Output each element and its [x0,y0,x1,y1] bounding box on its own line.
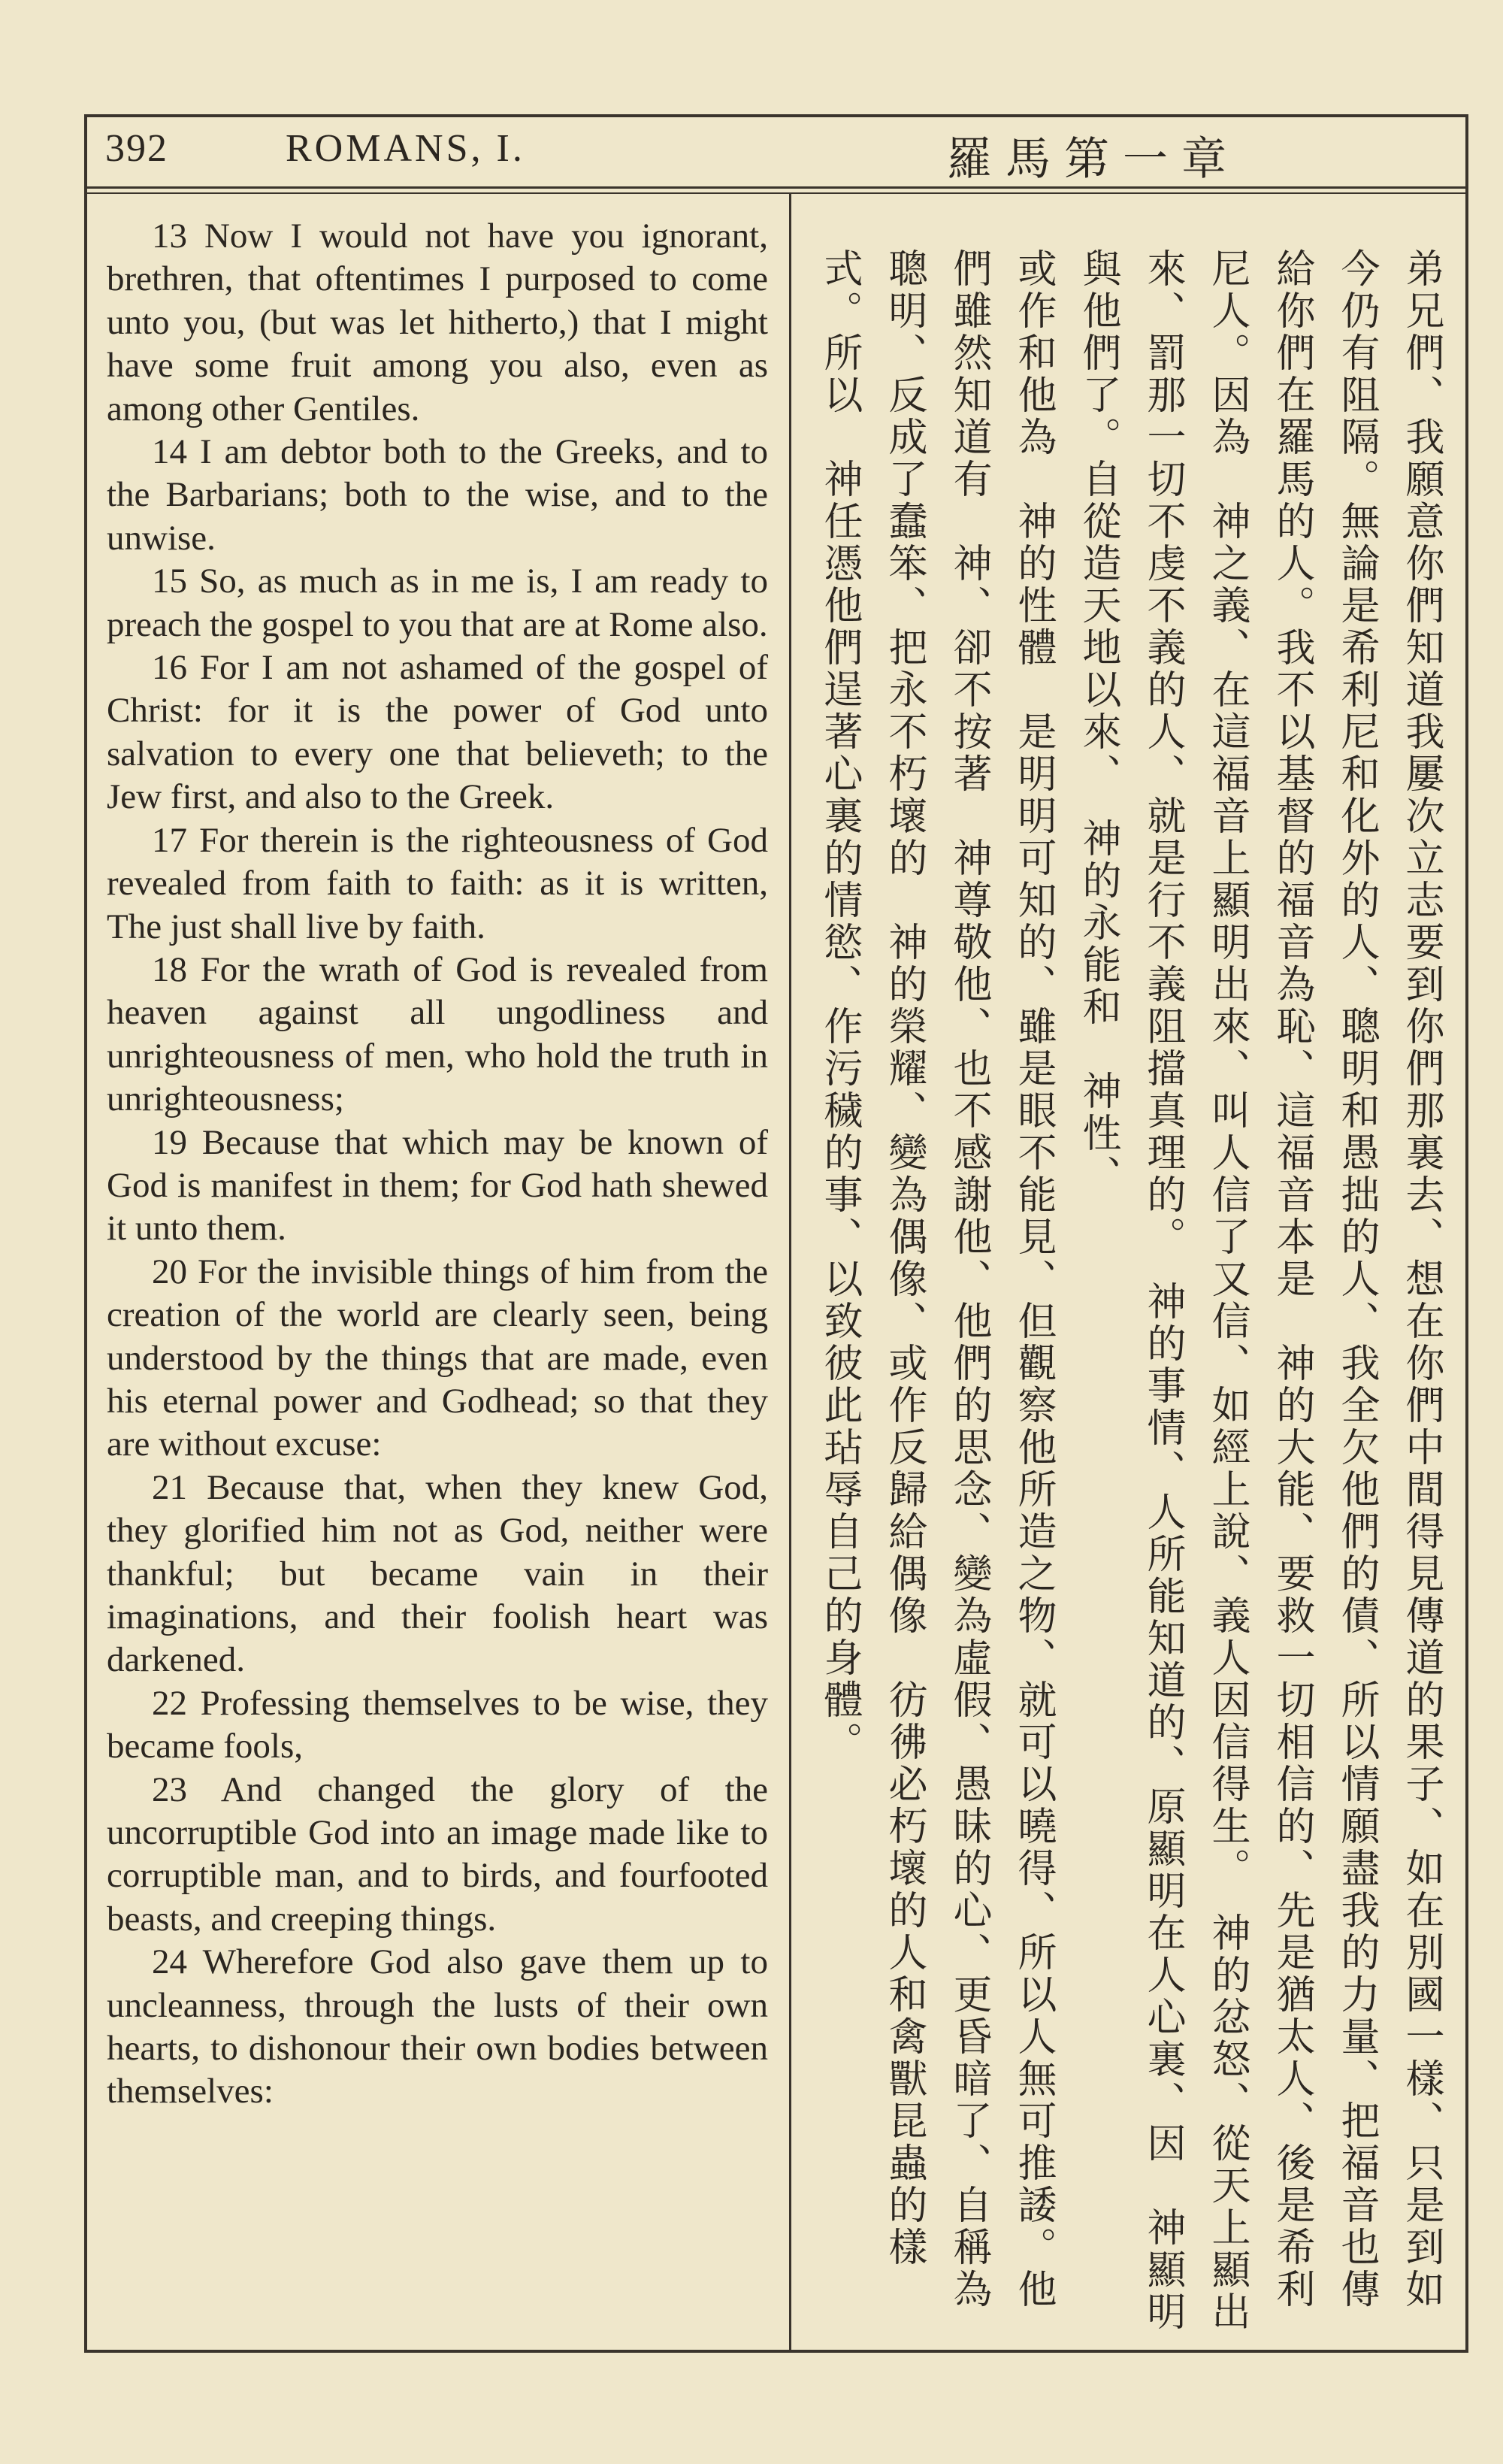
verse-16: 16 For I am not ashamed of the gospel of Christ: for it is the power of God unto salvation to every one that believeth; to the Jew first, and also to the Greek. [107,648,768,817]
chinese-running-head: 羅馬第一章 [947,133,1240,186]
english-column [107,215,768,2114]
verse-23: 23 And changed the glory of the uncorruptible God into an image made like to corruptible man, and to birds, and fourfooted beasts, and creeping things. [107,1769,768,1939]
running-head: ROMANS, I. [286,127,525,170]
header-rule-double [84,192,1468,194]
verse-22: 22 Professing themselves to be wise, they became fools, [107,1683,768,1766]
chinese-text-part-2: 或作和他為 神的性體 是明明可知的、雖是眼不能見、但觀察他所造之物、就可以曉得、所以人無可推諉。他們雖然知道有 神、卻不按著 神尊敬他、也不感謝他、他們的思念、變為虛假、愚昧的心、更昏暗了、自稱為聰明、反成了蠢笨、把永不朽壞的 神的榮耀、變為偶像、或作反歸給偶像 彷彿必朽壞的人和禽獸昆蟲的樣式。所以 神任憑他們逞著心裏的情慾、作污穢的事、以致彼此玷辱自己的身體。 [817,248,1056,2311]
verse-20: 20 For the invisible things of him from the creation of the world are clearly seen, being understood by the things that are made, even his eternal power and Godhead; so that they are without excuse: [107,1252,768,1464]
verse-14: 14 I am debtor both to the Greeks, and to the Barbarians; both to the wise, and to the unwise. [107,432,768,558]
chinese-column [807,248,1453,2338]
verse-24: 24 Wherefore God also gave them up to uncleanness, through the lusts of their own hearts, to dishonour their own bodies between themselves: [107,1942,768,2111]
verse-13: 13 Now I would not have you ignorant, brethren, that oftentimes I purposed to come unto you, (but was let hitherto,) that I might have some fruit among you also, even as among other Gentiles. [107,216,768,428]
column-divider [789,194,791,2353]
page-number: 392 [105,127,168,170]
verse-15: 15 So, as much as in me is, I am ready to preach the gospel to you that are at Rome also. [107,562,768,644]
header-rule [84,186,1468,189]
verse-17: 17 For therein is the righteousness of God revealed from faith to faith: as it is written, The just shall live by faith. [107,820,768,946]
verse-18: 18 For the wrath of God is revealed from heaven against all ungodliness and unrighteousness of men, who hold the truth in unrighteousness; [107,949,768,1119]
verse-21: 21 Because that, when they knew God, they glorified him not as God, neither were thankful; but became vain in their imaginations, and their foolish heart was darkened. [107,1467,768,1680]
verse-19: 19 Because that which may be known of God is manifest in them; for God hath shewed it unto them. [107,1122,768,1249]
chinese-text-part-1: 弟兄們、我願意你們知道我屢次立志要到你們那裏去、想在你們中間得見傳道的果子、如在別國一樣、只是到如今仍有阻隔。無論是希利尼和化外的人、聰明和愚拙的人、我全欠他們的債、所以情願盡我的力量、把福音也傳給你們在羅馬的人。我不以基督的福音為恥、這福音本是 神的大能、要救一切相信的、先是猶太人、後是希利尼人。因為 神之義、在這福音上顯明出來、叫人信了又信、如經上說、義人因信得生。 神的忿怒、從天上顯出來、罰那一切不虔不義的人、就是行不義阻擋真理的。 神的事情、人所能知道的、原顯明在人心裏、因 神顯明與他們了。自從造天地以來、 神的永能和 神性、 [1075,248,1444,2333]
